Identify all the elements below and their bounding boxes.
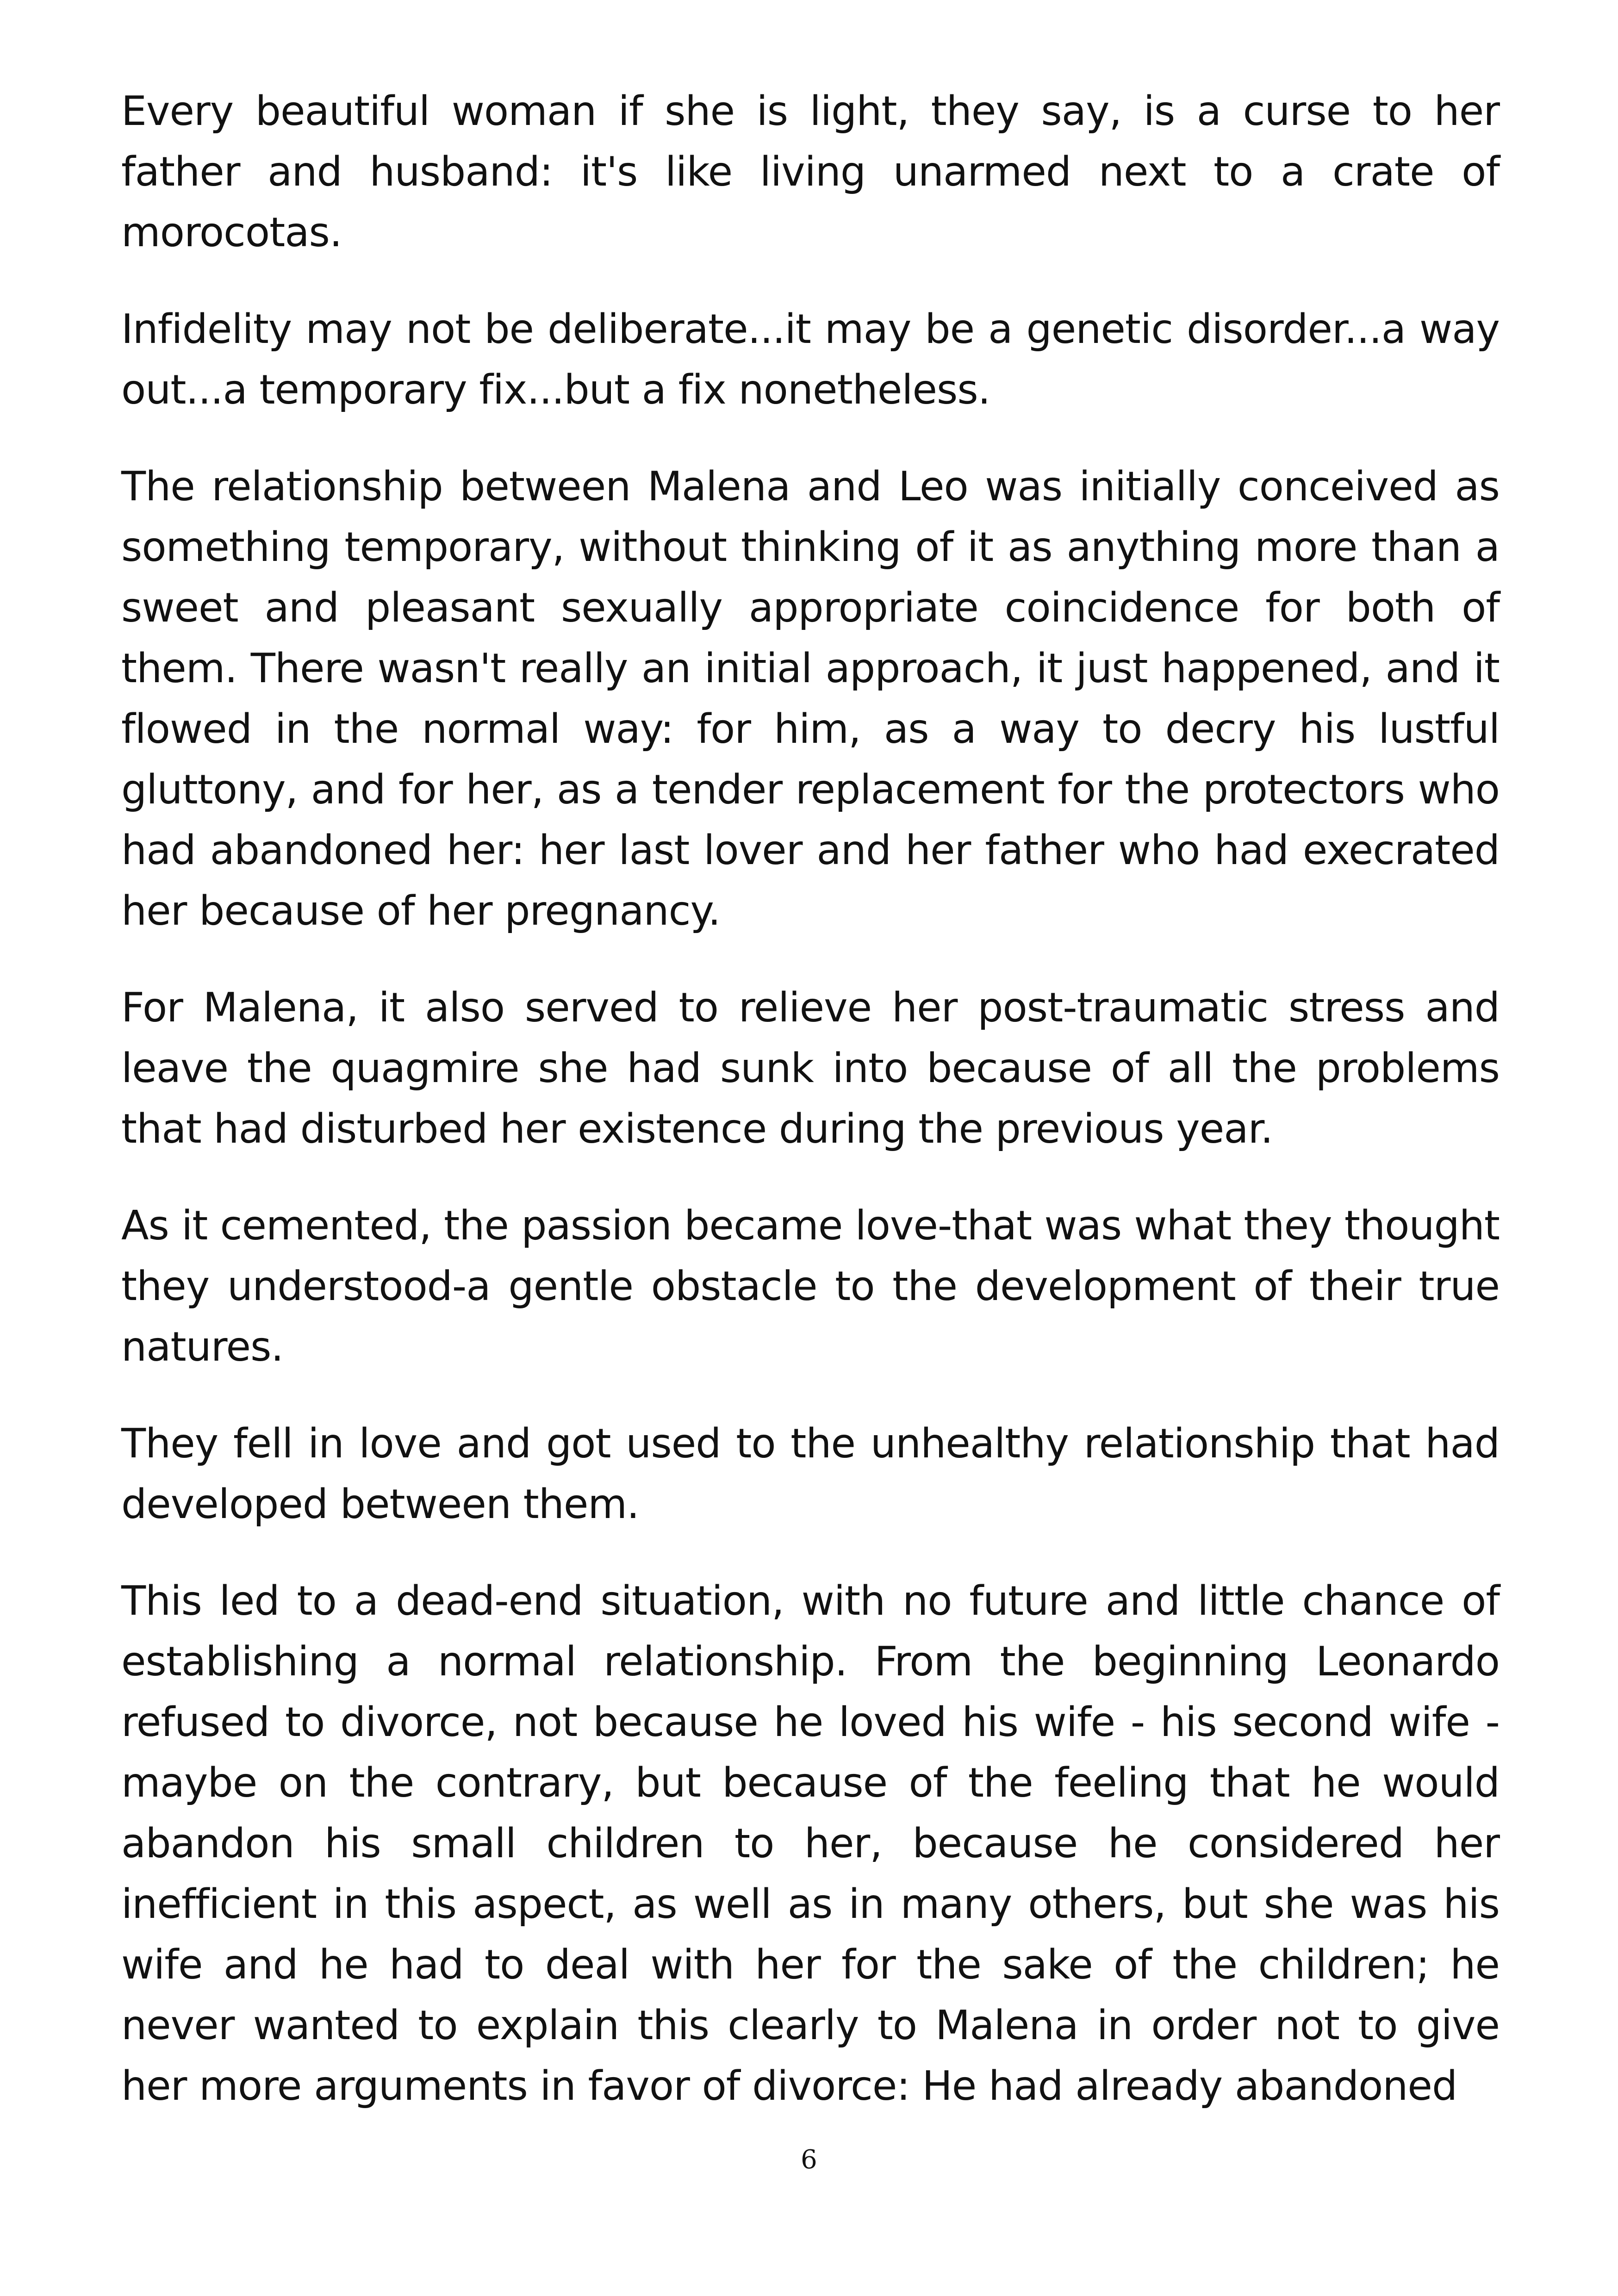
paragraph-3: The relationship between Malena and Leo was initially conceived as something temporary, without thinking of it as anything more than a sweet and pleasant sexually appropriate coincidence for both of them. There wasn't really an initial approach, it just happened, and it flowed in the normal way: for him, as a way to decry his lustful gluttony, and for her, as a tender replacement for the protectors who had abandoned her: her last lover and her father who had execrated her because of her pregnancy. — [121, 463, 1500, 934]
paragraph-6: They fell in love and got used to the unhealthy relationship that had developed between them. — [121, 1420, 1500, 1528]
paragraph-5: As it cemented, the passion became love-that was what they thought they understood-a gentle obstacle to the development of their true natures. — [121, 1202, 1500, 1370]
page-body — [121, 81, 1500, 2153]
paragraph-4: For Malena, it also served to relieve her post-traumatic stress and leave the quagmire she had sunk into because of all the problems that had disturbed her existence during the previous year. — [121, 984, 1500, 1152]
page-number: 6 — [801, 2145, 817, 2175]
paragraph-1: Every beautiful woman if she is light, they say, is a curse to her father and husband: it's like living unarmed next to a crate of morocotas. — [121, 87, 1500, 256]
paragraph-7: This led to a dead-end situation, with no future and little chance of establishing a normal relationship. From the beginning Leonardo refused to divorce, not because he loved his wife - his second wife - maybe on the contrary, but because of the feeling that he would abandon his small children to her, because he considered her inefficient in this aspect, as well as in many others, but she was his wife and he had to deal with her for the sake of the children; he never wanted to explain this clearly to Malena in order not to give her more arguments in favor of divorce: He had already abandoned — [121, 1577, 1500, 2109]
paragraph-2: Infidelity may not be deliberate...it may be a genetic disorder...a way out...a temporary fix...but a fix nonetheless. — [121, 305, 1500, 413]
